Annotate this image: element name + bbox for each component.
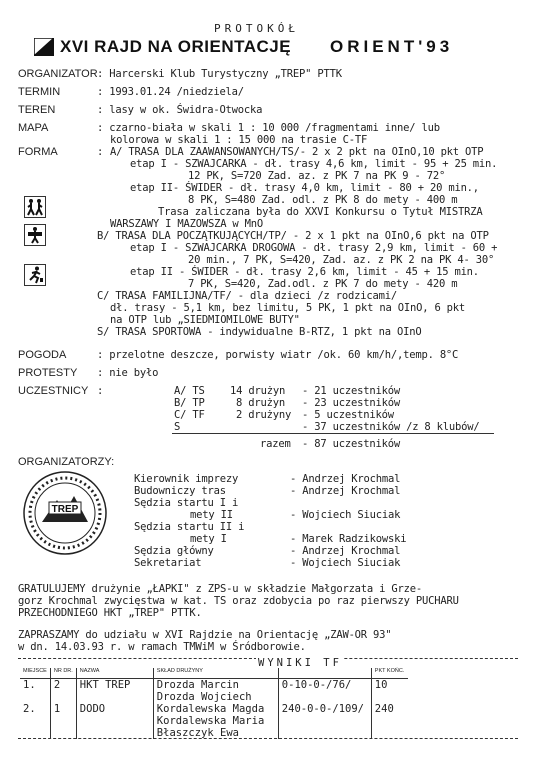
- form-line: 7 PK, S=420, Zad.odl. z PK 7 do mety - 420 m: [188, 278, 458, 290]
- table-row: [20, 679, 408, 704]
- map-value-2: kolorowa w skali 1 : 15 000 na trasie C-TF: [110, 134, 368, 146]
- header-squad: SKŁAD DRUŻYNY: [153, 668, 278, 679]
- form-line: etap II - ŚWIDER - dł. trasy 2,6 km, limit - 45 + 15 min.: [130, 266, 479, 278]
- organizer-person: - Andrzej Krochmal: [290, 473, 401, 485]
- participants-teams: 8 drużyn: [236, 397, 285, 409]
- final-points: 10: [371, 679, 408, 704]
- organizer-role: mety I: [190, 533, 227, 545]
- participants-category: B/ TP: [174, 397, 205, 409]
- organizer-person: - Andrzej Krochmal: [290, 545, 401, 557]
- participants-teams: 2 drużyny: [236, 409, 292, 421]
- participants-count: - 21 uczestników: [302, 385, 400, 397]
- date-value: : 1993.01.24 /niedziela/: [97, 86, 244, 98]
- map-reader-icon: [24, 224, 46, 246]
- terrain-label: TEREN: [18, 104, 56, 116]
- participants-count: - 37 uczestników /z 8 klubów/: [302, 421, 480, 433]
- participants-count: - 5 uczestników: [302, 409, 394, 421]
- team-number: 2: [50, 679, 76, 704]
- team-name: DODO: [76, 703, 153, 739]
- header-place: MIEJSCE: [20, 668, 50, 679]
- protocol-heading: PROTOKÓŁ: [214, 22, 299, 35]
- form-line: Trasa zaliczana była do XXVI Konkursu o Tytuł MISTRZA: [158, 206, 483, 218]
- event-title: XVI RAJD NA ORIENTACJĘ: [60, 37, 292, 56]
- header-team-number: NR DR.: [50, 668, 76, 679]
- congratulations-line: PRZECHODNIEGO HKT „TREP" PTTK.: [18, 607, 202, 619]
- results-table: [20, 668, 408, 739]
- organizer-person: - Marek Radzikowski: [290, 533, 407, 545]
- header-team-name: NAZWA: [76, 668, 153, 679]
- participants-teams: 14 drużyn: [230, 385, 286, 397]
- map-value: : czarno-biała w skali 1 : 10 000 /fragmentami inne/ lub: [97, 122, 440, 134]
- invitation-line: ZAPRASZAMY do udziału w XVI Rajdzie na Orientację „ZAW-OR 93": [18, 629, 392, 641]
- organizer-role: Kierownik imprezy: [134, 473, 239, 485]
- header-score: [278, 668, 371, 679]
- form-line: etap II- ŚWIDER - dł. trasy 4,0 km, limit - 80 + 20 min.,: [130, 182, 479, 194]
- participants-count: - 23 uczestników: [302, 397, 400, 409]
- table-row: [20, 703, 408, 739]
- participants-category: S: [174, 421, 181, 433]
- form-line: 8 PK, S=480 Zad. odl. z PK 8 do mety - 400 m: [188, 194, 458, 206]
- form-line: na OTP lub „SIEDMIOMILOWE BUTY": [110, 314, 300, 326]
- organizer-role: Sekretariat: [134, 557, 202, 569]
- date-label: TERMIN: [18, 86, 61, 98]
- organizer-role: mety II: [190, 509, 233, 521]
- orienteering-flag-icon: [34, 38, 54, 56]
- protests-label: PROTESTY: [18, 367, 78, 379]
- form-line: WARSZAWY I MAZOWSZA w MnO: [110, 218, 264, 230]
- invitation-line: w dn. 14.03.93 r. w ramach TMWiM w Śródborowie.: [18, 641, 306, 653]
- form-line: A/ TRASA DLA ZAAWANSOWANYCH/TS/- 2 x 2 pkt na OInO,10 pkt OTP: [110, 146, 484, 158]
- form-line: etap I - SZWAJCARKA - dł. trasy 4,6 km, limit - 95 + 25 min.: [130, 158, 498, 170]
- congratulations-line: gorz Krochmal zwycięstwa w kat. TS oraz zdobycia po raz pierwszy PUCHARU: [18, 595, 459, 607]
- organizer-person: - Andrzej Krochmal: [290, 485, 401, 497]
- hikers-icon: [24, 196, 46, 218]
- form-label: FORMA: [18, 146, 58, 158]
- terrain-value: : lasy w ok. Świdra-Otwocka: [97, 104, 263, 116]
- squad: Kordalewska Magda Kordalewska Maria Błaszczyk Ewa: [153, 703, 278, 739]
- organizer-label: ORGANIZATOR: [18, 68, 98, 80]
- team-name: HKT TREP: [76, 679, 153, 704]
- trep-club-logo: [22, 470, 108, 556]
- participants-category: C/ TF: [174, 409, 205, 421]
- participants-category: A/ TS: [174, 385, 205, 397]
- form-line: etap I - SZWAJCARKA DROGOWA - dł. trasy 2,9 km, limit - 60 +: [130, 242, 498, 254]
- final-points: 240: [371, 703, 408, 739]
- sum-divider: [172, 433, 494, 434]
- participants-label: UCZESTNICY: [18, 385, 89, 397]
- organizer-role: Sędzia główny: [134, 545, 214, 557]
- form-line: S/ TRASA SPORTOWA - indywidualne B-RTZ, 1 pkt na OInO: [97, 326, 422, 338]
- organizers-label: ORGANIZATORZY:: [18, 456, 115, 468]
- form-line: C/ TRASA FAMILIJNA/TF/ - dla dzieci /z rodzicami/: [97, 290, 397, 302]
- team-number: 1: [50, 703, 76, 739]
- organizer-role: Sędzia startu II i: [134, 521, 245, 533]
- header-final-points: PKT KOŃC.: [371, 668, 408, 679]
- form-line: 20 min., 7 PK, S=420, Zad. az. z PK 2 na PK 4- 30°: [188, 254, 495, 266]
- weather-label: POGODA: [18, 349, 67, 361]
- map-label: MAPA: [18, 122, 49, 134]
- runner-icon: [24, 264, 46, 286]
- organizer-person: - Wojciech Siuciak: [290, 557, 401, 569]
- place: 1.: [23, 679, 36, 691]
- score: 0-10-0-/76/: [278, 679, 371, 704]
- score: 240-0-0-/109/: [278, 703, 371, 739]
- form-line: B/ TRASA DLA POCZĄTKUJĄCYCH/TP/ - 2 x 1 pkt na OInO,6 pkt na OTP: [97, 230, 489, 242]
- results-title: WYNIKI TF: [258, 657, 342, 669]
- organizer-role: Sędzia startu I i: [134, 497, 239, 509]
- squad: Drozda Marcin Drozda Wojciech: [153, 679, 278, 704]
- total-label: razem: [260, 438, 291, 450]
- results-header-row: [20, 668, 408, 679]
- place: 2.: [23, 703, 36, 715]
- results-bottom-divider: [18, 738, 518, 739]
- organizer-value: : Harcerski Klub Turystyczny „TREP" PTTK: [97, 68, 342, 80]
- protests-value: : nie było: [97, 367, 159, 379]
- organizer-role: Budowniczy tras: [134, 485, 226, 497]
- form-line: 12 PK, S=720 Zad. az. z PK 7 na PK 9 - 72°: [188, 170, 446, 182]
- total-value: - 87 uczestników: [302, 438, 400, 450]
- form-line: dł. trasy - 5,1 km, bez limitu, 5 PK, 1 pkt na OInO, 6 pkt: [110, 302, 466, 314]
- congratulations-line: GRATULUJEMY drużynie „ŁAPKI" z ZPS-u w składzie Małgorzata i Grze-: [18, 583, 423, 595]
- event-title-orient: ORIENT'93: [330, 37, 454, 56]
- svg-text:TREP: TREP: [51, 504, 79, 515]
- weather-value: : przelotne deszcze, porwisty wiatr /ok. 60 km/h/,temp. 8°C: [97, 349, 459, 361]
- organizer-person: - Wojciech Siuciak: [290, 509, 401, 521]
